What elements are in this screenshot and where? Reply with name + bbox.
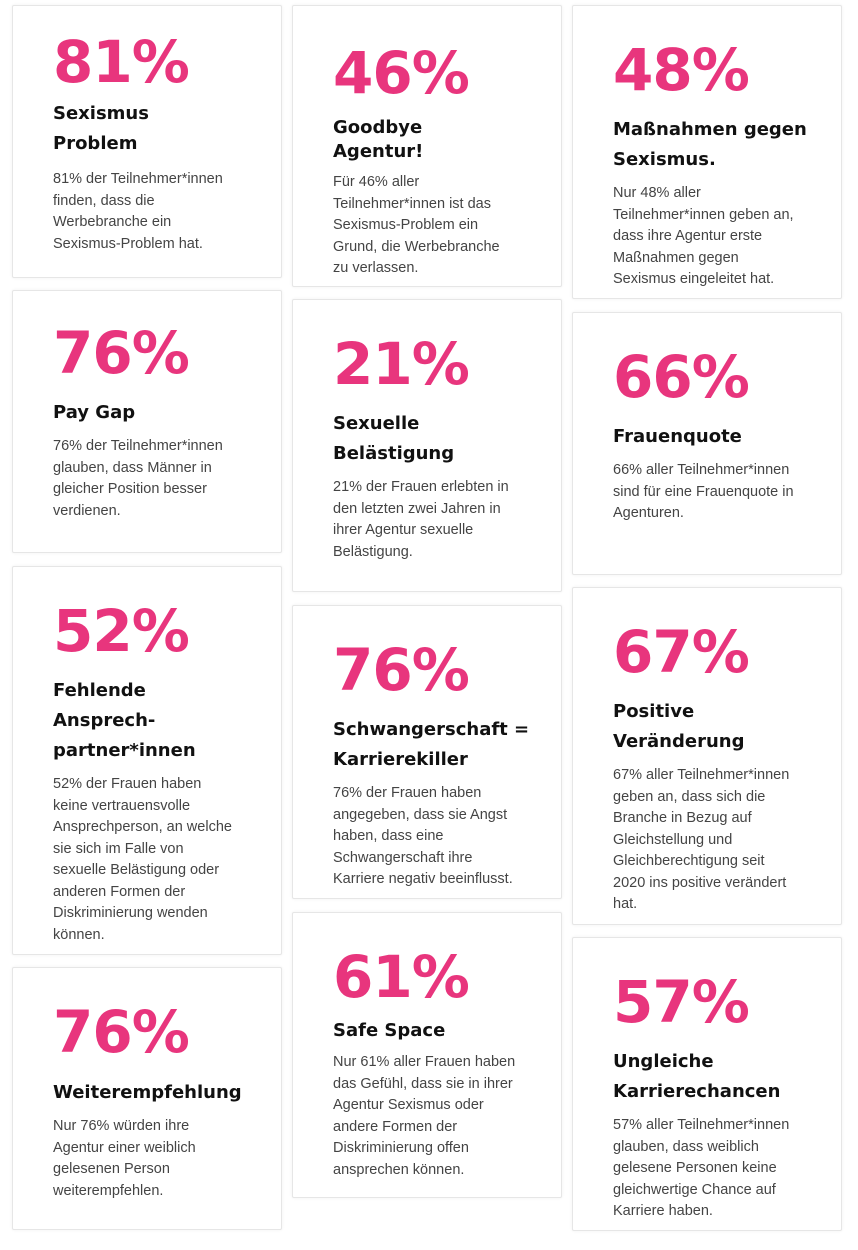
stat-title-line: Fehlende [53,680,146,701]
stat-title-line: Karrierekiller [333,749,468,770]
stat-title-line: Positive [613,701,695,722]
stat-description-line: ihrer Agentur sexuelle [333,522,474,538]
stat-description-line: Teilnehmer*innen geben an, [613,206,794,223]
stat-description-line: finden, dass die [53,192,155,209]
stat-description-line: das Gefühl, dass sie in ihrer [333,1075,513,1092]
stat-title-line: Sexismus [53,103,149,124]
stat-title-line: Goodbye [333,117,423,138]
stat-title-line: Frauenquote [613,426,742,447]
stat-percentage: 61% [333,943,469,1011]
stat-description-line: sie sich im Falle von [53,840,184,857]
stat-description-line: Werbebranche ein [53,214,172,230]
stat-description-line: Agentur einer weiblich [53,1139,196,1156]
stat-description-line: gelesenen Person [53,1161,170,1177]
stat-description-line: anderen Formen der [53,883,186,900]
stat-title-line: Problem [53,133,138,154]
stat-percentage: 52% [53,597,189,665]
stat-description-line: Für 46% aller [333,174,420,190]
stat-percentage: 67% [613,618,749,686]
stat-card-positive-veraenderung [572,587,842,925]
stat-description-line: Diskriminierung wenden [53,905,208,921]
stat-description-line: geben an, dass sich die [613,788,766,805]
stat-card-ungleiche-karrierechancen [572,937,842,1231]
stat-percentage: 66% [613,343,749,411]
stat-title-line: Safe Space [333,1020,446,1041]
stat-card-sexuelle-belaestigung [292,299,562,592]
stat-description-line: andere Formen der [333,1118,458,1135]
stat-description-line: Branche in Bezug auf [613,810,752,826]
stat-description-line: 76% der Frauen haben [333,785,482,801]
stat-description-line: Belästigung. [333,543,413,560]
stat-title-line: Maßnahmen gegen [613,119,807,140]
stat-description-line: Agenturen. [613,505,684,521]
stat-card-schwangerschaft [292,605,562,899]
stat-title-line: Weiterempfehlung [53,1082,242,1103]
stat-title-line: Agentur! [333,141,424,162]
stat-description-line: glauben, dass weiblich [613,1138,759,1155]
stat-title-line: Sexuelle [333,413,420,434]
stat-percentage: 81% [53,28,189,96]
stat-description-line: hat. [613,896,638,912]
stat-percentage: 21% [333,330,469,398]
stat-description-line: Gleichstellung und [613,831,733,848]
stat-description-line: 66% aller Teilnehmer*innen [613,462,790,478]
stat-card-pay-gap [12,290,282,553]
stat-description-line: weiterempfehlen. [53,1182,164,1199]
stat-description-line: Ansprechperson, an welche [53,819,232,835]
stat-card-frauenquote [572,312,842,575]
stat-description-line: 81% der Teilnehmer*innen [53,171,223,187]
stat-description-line: sexuelle Belästigung oder [53,862,220,878]
stat-description-line: zu verlassen. [333,260,419,276]
stat-description-line: gleichwertige Chance auf [613,1181,776,1198]
stat-description-line: Nur 48% aller [613,185,701,201]
stat-card-fehlende-ansprechpartner [12,566,282,955]
stat-card-safe-space [292,912,562,1198]
stat-percentage: 76% [333,636,469,704]
stat-percentage: 76% [53,319,189,387]
stat-description-line: gelesene Personen keine [613,1160,777,1176]
stat-description-line: 52% der Frauen haben [53,776,202,792]
stat-percentage: 57% [613,968,749,1036]
stat-title-line: Ungleiche [613,1051,714,1072]
stat-description-line: Karriere negativ beeinflusst. [333,871,513,887]
stat-card-massnahmen [572,5,842,299]
stat-description-line: Sexismus-Problem ein [333,217,479,233]
stat-percentage: 76% [53,998,189,1066]
stat-description-line: angegeben, dass sie Angst [333,806,508,823]
stat-title-line: partner*innen [53,740,196,761]
stat-title-line: Karrierechancen [613,1081,781,1102]
stat-description-line: sind für eine Frauenquote in [613,483,794,500]
stat-description-line: ansprechen können. [333,1161,465,1178]
stat-description-line: können. [53,926,105,943]
stat-title-line: Sexismus. [613,149,716,170]
stat-description-line: Nur 76% würden ihre [53,1118,190,1134]
stat-description-line: gleicher Position besser [53,481,207,497]
stat-description-line: Sexismus-Problem hat. [53,235,203,252]
stat-card-goodbye-agentur [292,5,562,287]
stat-description-line: Teilnehmer*innen ist das [333,195,491,212]
stat-description-line: 21% der Frauen erlebten in [333,479,509,495]
stat-description-line: Gleichberechtigung seit [613,853,765,869]
stat-percentage: 46% [333,39,469,107]
stat-description-line: Nur 61% aller Frauen haben [333,1054,516,1070]
stat-card-sexismus-problem [12,5,282,278]
stat-description-line: verdienen. [53,502,121,519]
stat-card-weiterempfehlung [12,967,282,1230]
stat-description-line: haben, dass eine [333,828,444,844]
stat-description-line: 57% aller Teilnehmer*innen [613,1117,790,1133]
stat-description-line: Schwangerschaft ihre [333,849,473,866]
stat-title-line: Ansprech- [53,710,156,731]
stat-description-line: den letzten zwei Jahren in [333,500,501,517]
stat-description-line: Karriere haben. [613,1203,713,1219]
stat-description-line: 2020 ins positive verändert [613,874,787,891]
stat-description-line: 67% aller Teilnehmer*innen [613,767,790,783]
stat-description-line: dass ihre Agentur erste [613,228,763,244]
stat-description-line: 76% der Teilnehmer*innen [53,438,223,454]
stat-description-line: Maßnahmen gegen [613,249,739,266]
stat-title-line: Veränderung [613,731,745,752]
stat-description-line: keine vertrauensvolle [53,797,191,814]
stat-title-line: Schwangerschaft = [333,719,530,740]
stat-description-line: Agentur Sexismus oder [333,1097,484,1113]
stat-title-line: Belästigung [333,443,455,464]
stat-description-line: Grund, die Werbebranche [333,238,500,255]
stat-percentage: 48% [613,36,749,104]
stat-description-line: Sexismus eingeleitet hat. [613,271,775,287]
stat-description-line: glauben, dass Männer in [53,459,212,476]
stat-description-line: Diskriminierung offen [333,1140,469,1156]
stat-title-line: Pay Gap [53,402,136,423]
